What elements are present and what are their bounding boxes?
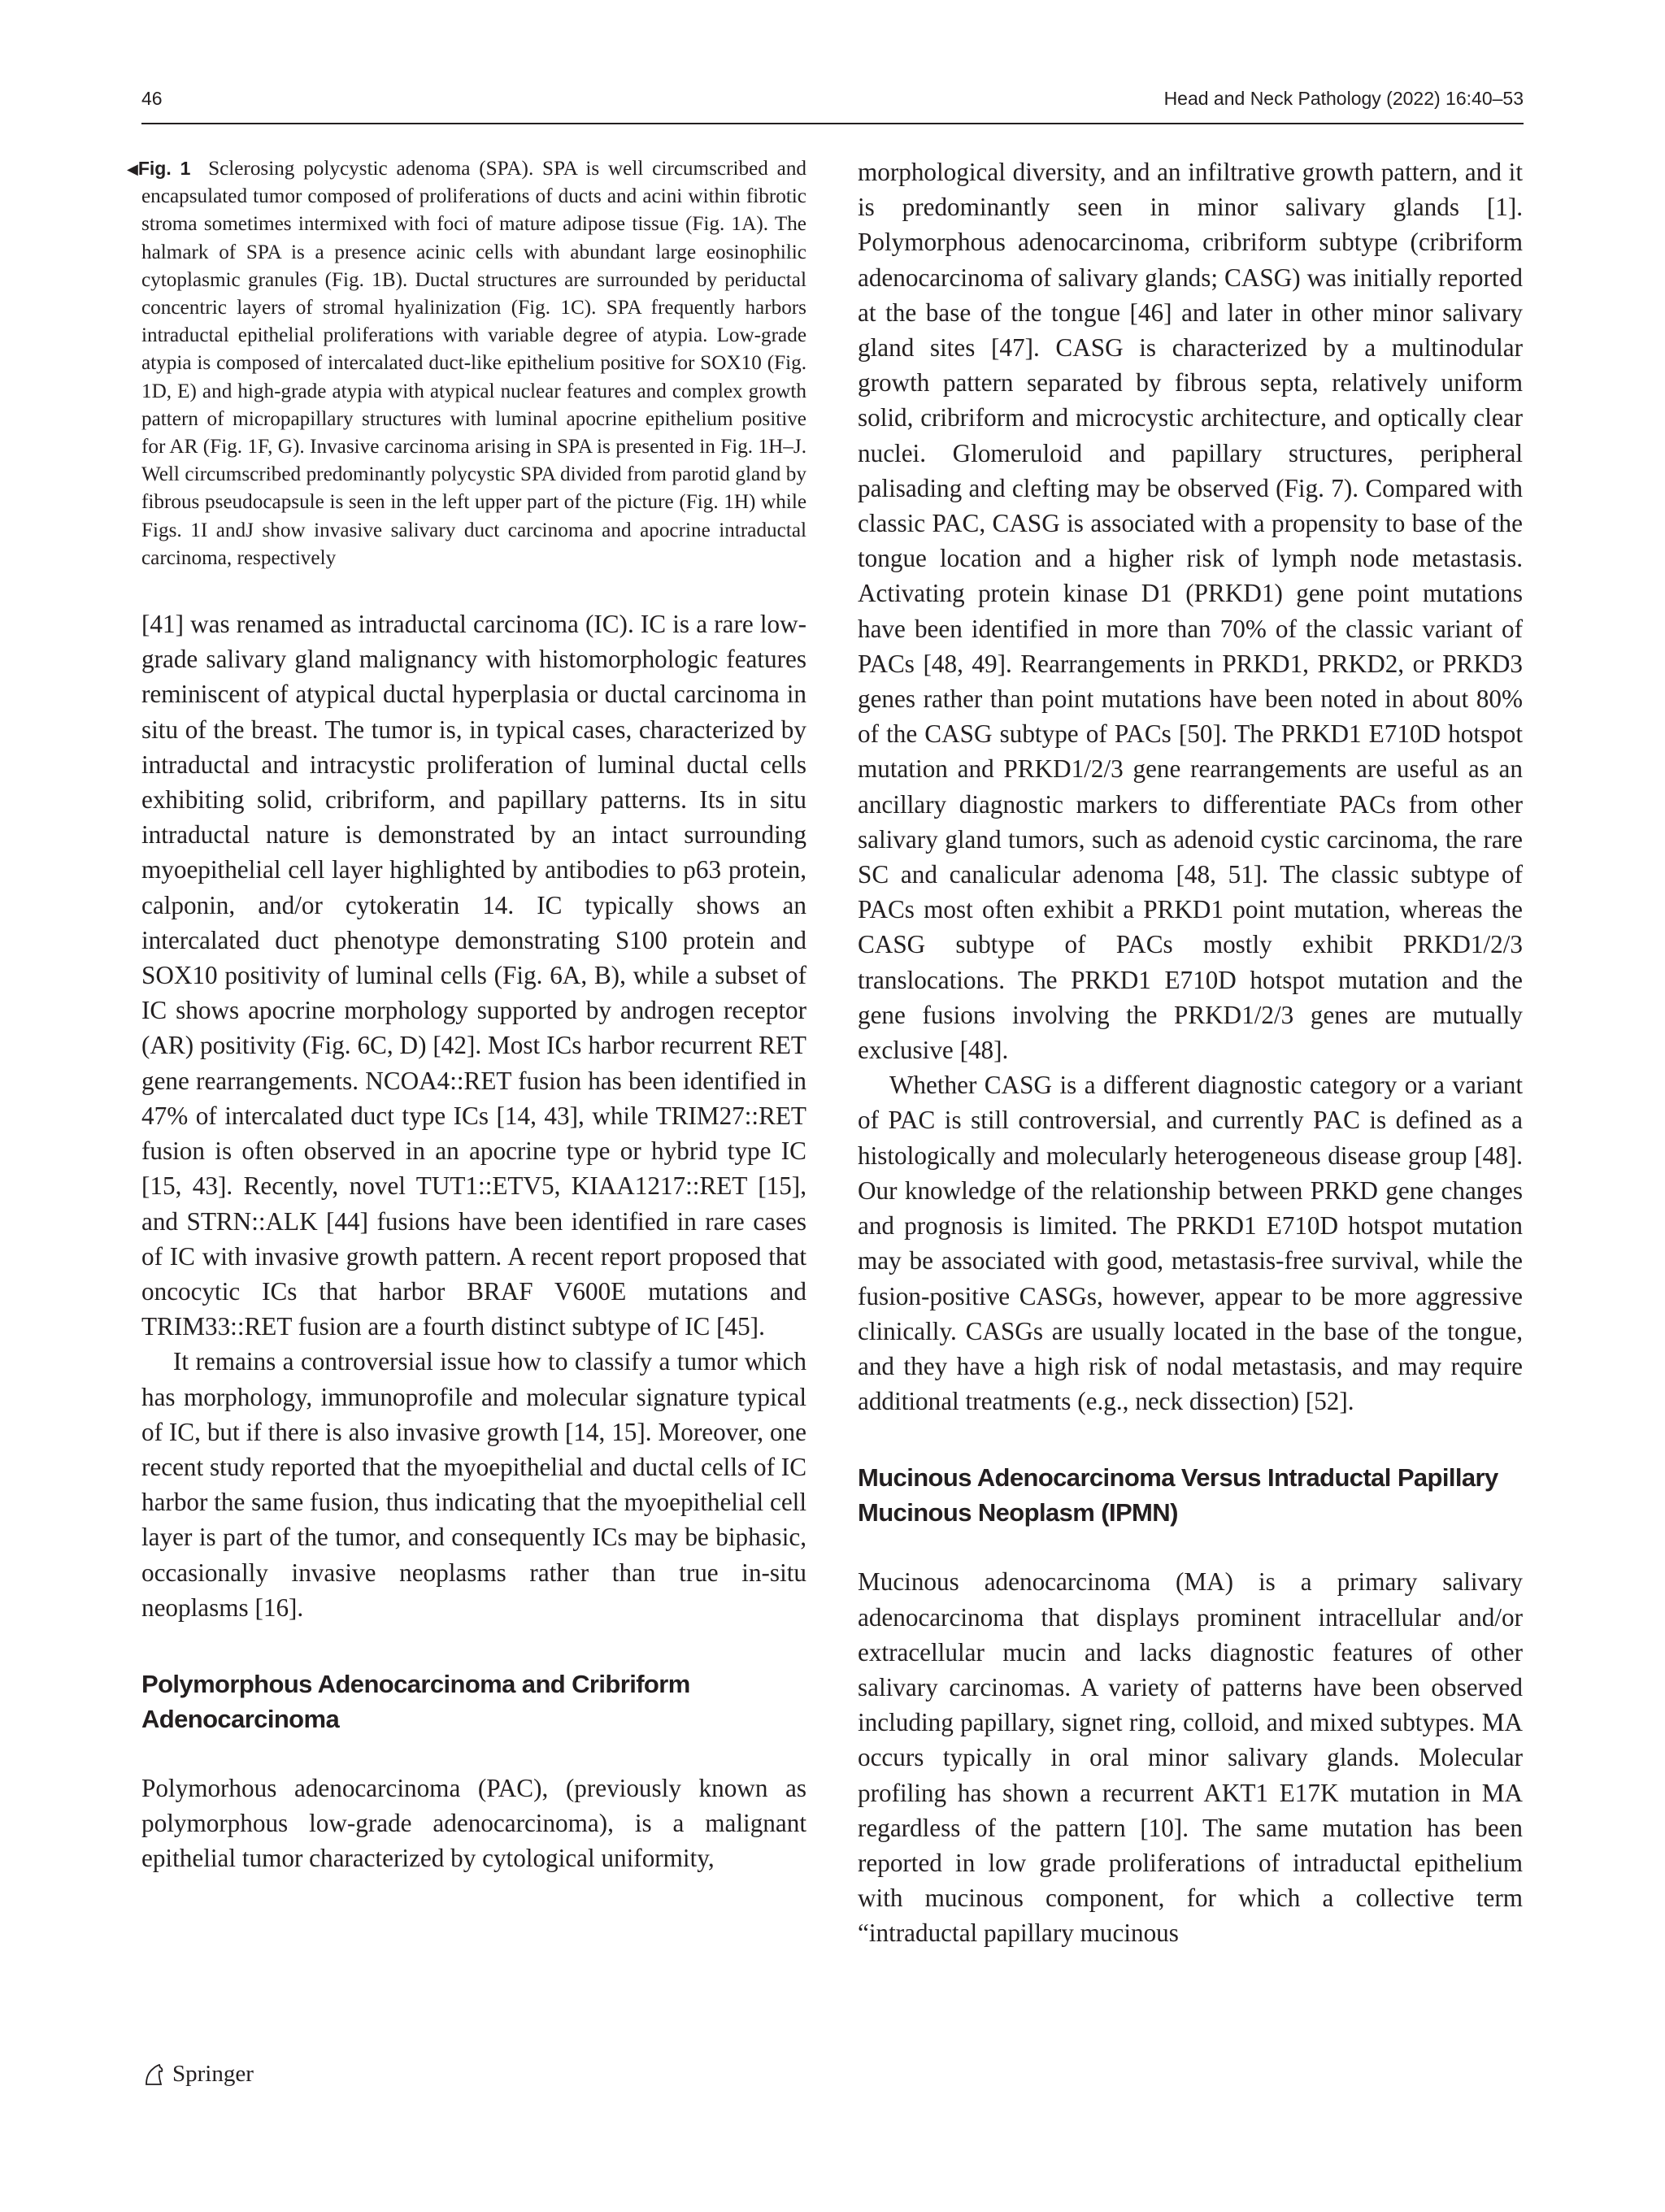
paragraph: morphological diversity, and an infiltrative growth pattern, and it is predominantly seen in minor salivary glands [1]. Polymorphous adenocarcinoma, cribriform subtype (cribriform adenocarcinoma of salivary glands; CASG) was initially reported at the base of the tongue [46] and later in other minor salivary gland sites [47]. CASG is characterized by a multinodular growth pattern separated by fibrous septa, relatively uniform solid, cribriform and microcystic architecture, and optically clear nuclei. Glomeruloid and papillary structures, peripheral palisading and clefting may be observed (Fig. 7). Compared with classic PAC, CASG is associated with a propensity to base of the tongue location and a higher risk of lymph node metastasis. Activating protein kinase D1 (PRKD1) gene point mutations have been identified in more than 70% of the classic variant of PACs [48, 49]. Rearrangements in PRKD1, PRKD2, or PRKD3 genes rather than point mutations have been noted in about 80% of the CASG subtype of PACs [50]. The PRKD1 E710D hotspot mutation and PRKD1/2/3 gene rearrangements are useful as an ancillary diagnostic markers to differentiate PACs from other salivary gland tumors, such as adenoid cystic carcinoma, the rare SC and canalicular adenoma [48, 51]. The classic subtype of PACs most often exhibit a PRKD1 point mutation, whereas the CASG subtype of PACs mostly exhibit PRKD1/2/3 translocations. The PRKD1 E710D hotspot mutation and the gene fusions involving the PRKD1/2/3 genes are mutually exclusive [48]. bbox=[858, 158, 1523, 1065]
caption-text: Sclerosing polycystic adenoma (SPA). SPA is well circumscribed and encapsulated tumor composed of proliferations of ducts and acini within fibrotic stroma sometimes intermixed with foci of mature adipose tissue (Fig. 1A). The halmark of SPA is a presence acinic cells with abundant large eosinophilic cytoplasmic granules (Fig. 1B). Ductal structures are surrounded by periductal concentric layers of stromal hyalinization (Fig. 1C). SPA frequently harbors intraductal epithelial proliferations with variable degree of atypia. Low-grade atypia is composed of intercalated duct-like epithelium positive for SOX10 (Fig. 1D, E) and high-grade atypia with atypical nuclear features and complex growth pattern of micropapillary structures with luminal apocrine epithelium positive for AR (Fig. 1F, G). Invasive carcinoma arising in SPA is presented in Fig. 1H–J. Well circumscribed predominantly polycystic SPA divided from parotid gland by fibrous pseudocapsule is seen in the left upper part of the picture (Fig. 1H) while Figs. 1I andJ show invasive salivary duct carcinoma and apocrine intraductal carcinoma, respectively bbox=[141, 158, 807, 569]
right-column bbox=[858, 154, 1523, 1951]
paragraph: [41] was renamed as intraductal carcinoma (IC). IC is a rare low-grade salivary gland malignancy with histomorphologic features reminiscent of atypical ductal hyperplasia or ductal carcinoma in situ of the breast. The tumor is, in typical cases, characterized by intraductal and intracystic proliferation of luminal ductal cells exhibiting solid, cribriform, and papillary patterns. Its in situ intraductal nature is demonstrated by an intact surrounding myoepithelial cell layer highlighted by antibodies to p63 protein, calponin, and/or cytokeratin 14. IC typically shows an intercalated duct phenotype demonstrating S100 protein and SOX10 positivity of luminal cells (Fig. 6A, B), while a subset of IC shows apocrine morphology supported by androgen receptor (AR) positivity (Fig. 6C, D) [42]. Most ICs harbor recurrent RET gene rearrangements. NCOA4::RET fusion has been identified in 47% of intercalated duct type ICs [14, 43], while TRIM27::RET fusion is often observed in an apocrine type or hybrid type IC [15, 43]. Recently, novel TUT1::ETV5, KIAA1217::RET [15], and STRN::ALK [44] fusions have been identified in rare cases of IC with invasive growth pattern. A recent report proposed that oncocytic ICs that harbor BRAF V600E mutations and TRIM33::RET fusion are a fourth distinct subtype of IC [45]. bbox=[141, 610, 806, 1341]
paragraph: Polymorhous adenocarcinoma (PAC), (previously known as polymorphous low-grade adenocarcinoma), is a malignant epithelial tumor characterized by cytological uniformity, bbox=[141, 1773, 806, 1873]
springer-horse-icon bbox=[141, 2062, 166, 2087]
page-number: 46 bbox=[141, 88, 163, 109]
figure-caption bbox=[127, 154, 807, 572]
publisher-name: Springer bbox=[172, 2061, 254, 2087]
figure-label: Fig. 1 bbox=[137, 158, 191, 179]
header-rule bbox=[141, 123, 1524, 124]
left-column bbox=[127, 154, 807, 1876]
section-heading: Polymorphous Adenocarcinoma and Cribriform Adenocarcinoma bbox=[141, 1669, 690, 1733]
section-heading: Mucinous Adenocarcinoma Versus Intraductal Papillary Mucinous Neoplasm (IPMN) bbox=[858, 1463, 1498, 1528]
paragraph: Mucinous adenocarcinoma (MA) is a primary salivary adenocarcinoma that displays prominent intracellular and/or extracellular mucin and lacks diagnostic features of other salivary carcinomas. A variety of patterns have been observed including papillary, signet ring, colloid, and mixed subtypes. MA occurs typically in oral minor salivary glands. Molecular profiling has shown a recurrent AKT1 E17K mutation in MA regardless of the pattern [10]. The same mutation has been reported in low grade proliferations of intraductal epithelium with mucinous component, for which a collective term “intraductal papillary mucinous bbox=[858, 1567, 1523, 1948]
paragraph: Whether CASG is a different diagnostic category or a variant of PAC is still controversial, and currently PAC is defined as a histologically and molecularly heterogeneous disease group [48]. Our knowledge of the relationship between PRKD gene changes and prognosis is limited. The PRKD1 E710D hotspot mutation may be associated with good, metastasis-free survival, while the fusion-positive CASGs, however, appear to be more aggressive clinically. CASGs are usually located in the base of the tongue, and they have a high risk of nodal metastasis, and may require additional treatments (e.g., neck dissection) [52]. bbox=[858, 1071, 1523, 1416]
paragraph: It remains a controversial issue how to classify a tumor which has morphology, immunoprofile and molecular signature typical of IC, but if there is also invasive growth [14, 15]. Moreover, one recent study reported that the myoepithelial and ductal cells of IC harbor the same fusion, thus indicating that the myoepithelial cell layer is part of the tumor, and consequently ICs may be biphasic, occasionally invasive neoplasms rather than true in-situ neoplasms [16]. bbox=[141, 1347, 806, 1622]
publisher-footer bbox=[141, 2061, 254, 2088]
caption-arrow-icon: ◀ bbox=[127, 161, 138, 177]
running-head: Head and Neck Pathology (2022) 16:40–53 bbox=[1163, 88, 1524, 109]
